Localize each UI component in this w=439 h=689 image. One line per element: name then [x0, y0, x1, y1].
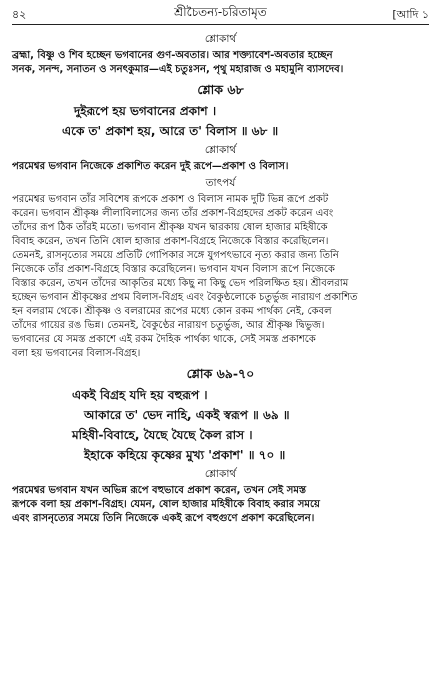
verse-line: আকারে ত' ভেদ নাহি, একই স্বরূপ ॥ ৬৯ ॥ [84, 408, 290, 422]
translation-text: পরমেশ্বর ভগবান নিজেকে প্রকাশিত করেন দুই রূপে—প্রকাশ ও বিলাস। [12, 161, 289, 172]
text-line: সনক, সনন্দ, সনাতন ও সনৎকুমার—এই চতুঃসন, পৃথু মহারাজ ও মহামুনি ব্যাসদেব। [12, 64, 344, 75]
text-line: হচ্ছেন ভগবান শ্রীকৃষ্ণের প্রথম বিলাস-বিগ্রহ এবং বৈকুণ্ঠলোকে চতুর্ভুজ নারায়ণ প্রকাশিত [12, 292, 358, 303]
text-line: বলা হয় ভগবানের বিলাস-বিগ্রহ। [12, 348, 141, 359]
chapter-marker: [আদি ১ [392, 8, 429, 21]
text-line: পরমেশ্বর ভগবান তাঁর সবিশেষ রূপকে প্রকাশ ও বিলাস নামক দুটি ভিন্ন রূপে প্রকট [12, 194, 329, 205]
text-line: রূপকে বলা হয় প্রকাশ-বিগ্রহ। যেমন, ষোল হাজার মহিষীকে বিবাহ করার সময়ে [12, 499, 320, 510]
verse-line: একে ত' প্রকাশ হয়, আরে ত' বিলাস ॥ ৬৮ ॥ [62, 124, 279, 138]
text-line: হন বলরাম থেকে। শ্রীকৃষ্ণ ও বলরামের রূপের মধ্যে কোন রকম পার্থক্য নেই, কেবল [12, 306, 332, 317]
verse-heading: শ্লোক ৬৮ [197, 82, 244, 97]
verse-line: একই বিগ্রহ যদি হয় বহুরূপ । [72, 388, 208, 402]
text-line: বিবাহ করেন, তখন তিনি ষোল হাজার প্রকাশ-বিগ্রহে নিজেকে বিস্তার করেছিলেন। [12, 236, 329, 247]
translation-text [12, 484, 429, 526]
purport-text [12, 193, 429, 361]
verse-line: ইহাকে কহিয়ে কৃষ্ণের মুখ্য 'প্রকাশ' ॥ ৭০ ॥ [84, 448, 286, 462]
text-line: তেমনই, রাসনৃত্যের সময়ে প্রতিটি গোপিকার সঙ্গে যুগপৎভাবে নৃত্য করার জন্য তিনি [12, 250, 339, 261]
text-line: করেন। ভগবান শ্রীকৃষ্ণ লীলাবিলাসের জন্য তাঁর প্রকাশ-বিগ্রহদের প্রকট করেন এবং [12, 208, 334, 219]
page-number: ৪২ [12, 8, 27, 21]
text-line: নিজেকে তাঁর প্রকাশ-বিগ্রহে বিস্তার করেছিলেন। ভগবান যখন বিলাস রূপে নিজেকে [12, 264, 335, 275]
text-line: বিস্তার করেন, তখন তাঁদের আকৃতির মধ্যে কিছু না কিছু ভেদ পরিলক্ষিত হয়। শ্রীবলরাম [12, 278, 349, 289]
translation-label: শ্লোকার্থ [204, 144, 237, 156]
page-header [12, 4, 429, 24]
running-title: শ্রীচৈতন্য-চরিতামৃত [174, 5, 267, 19]
text-line: তাঁদের গায়ের রঙ ভিন্ন। তেমনই, বৈকুণ্ঠের নারায়ণ চতুর্ভুজ, আর শ্রীকৃষ্ণ দ্বিভুজ। [12, 320, 325, 331]
translation-text [12, 49, 429, 77]
text-line: তাঁদের রূপ ঠিক তাঁরই মতো। ভগবান শ্রীকৃষ্ণ যখন দ্বারকায় ষোল হাজার মহিষীকে [12, 222, 328, 233]
text-line: ভগবানের যে সমস্ত প্রকাশে এই রকম দৈহিক পার্থক্য থাকে, সেই সমস্ত প্রকাশকে [12, 334, 316, 345]
translation-label: শ্লোকার্থ [204, 468, 237, 480]
verse-line: মহিষী-বিবাহে, যৈছে যৈছে কৈল রাস । [72, 428, 253, 442]
text-line: এবং রাসনৃত্যের সময়ে তিনি নিজেকে একই রূপে বহুগুণে প্রকাশ করেছিলেন। [12, 513, 315, 524]
page-content [12, 30, 429, 526]
header-rule [12, 24, 429, 25]
text-line: ব্রহ্মা, বিষ্ণু ও শিব হচ্ছেন ভগবানের গুণ-অবতার। আর শক্ত্যাবেশ-অবতার হচ্ছেন [12, 50, 333, 61]
translation-label: শ্লোকার্থ [204, 33, 237, 45]
verse-line: দুইরূপে হয় ভগবানের প্রকাশ । [74, 104, 217, 118]
verse-heading: শ্লোক ৬৯-৭০ [186, 366, 255, 381]
purport-label: তাৎপর্য [205, 177, 236, 189]
text-line: পরমেশ্বর ভগবান যখন অভিন্ন রূপে বহুভাবে প্রকাশ করেন, তখন সেই সমস্ত [12, 485, 307, 496]
